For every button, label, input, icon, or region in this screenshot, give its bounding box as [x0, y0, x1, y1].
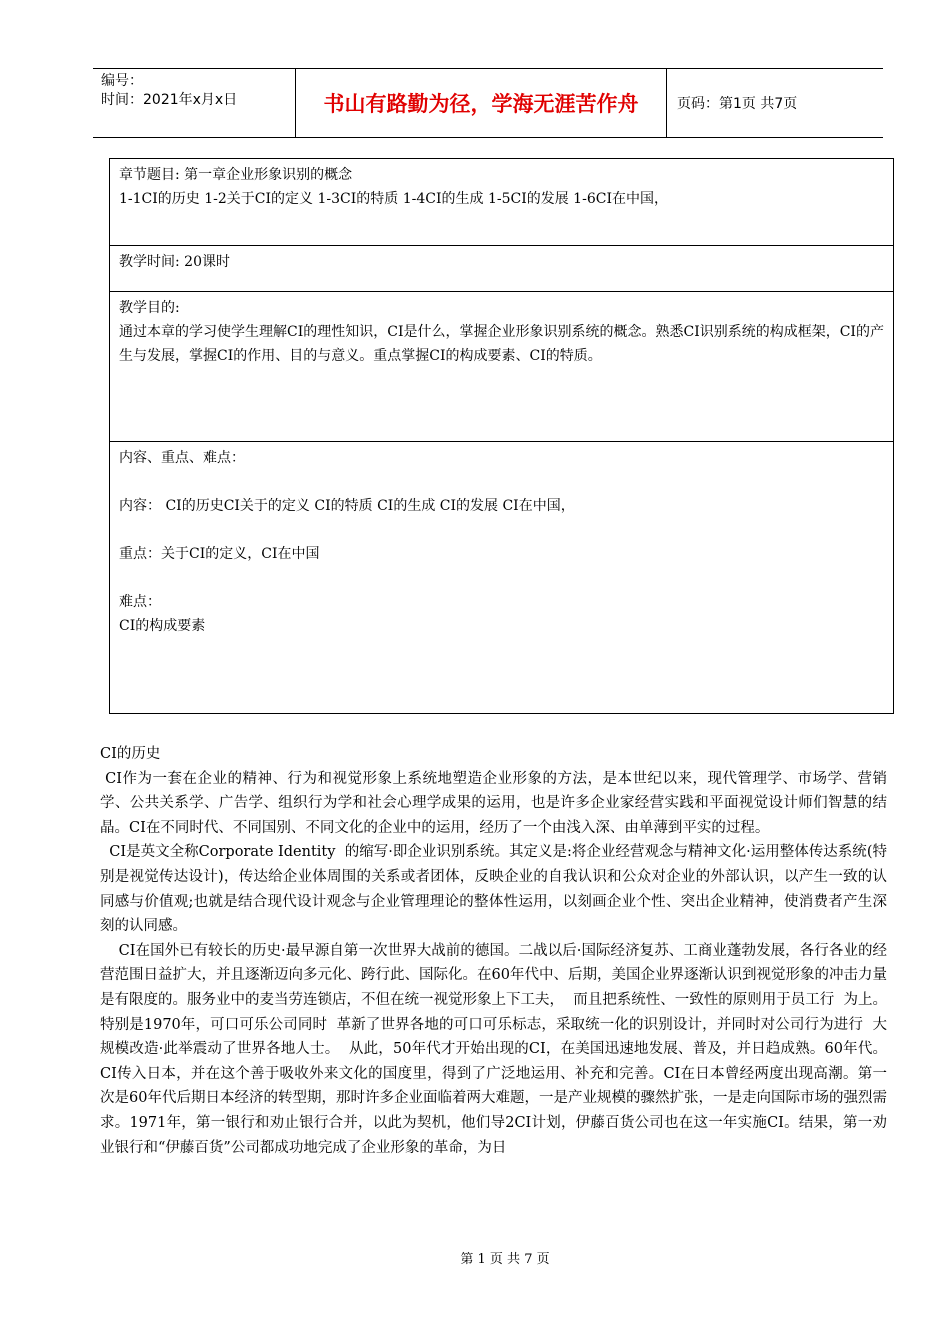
header-meta [93, 69, 295, 137]
difficulty-label: 难点： [119, 594, 161, 610]
page-footer: 第 1 页 共 7 页 [460, 1252, 550, 1267]
content-text: 内容： CI的历史CI关于的定义 CI的特质 CI的生成 CI的发展 CI在中国， [119, 498, 575, 514]
document-time: 时间：2021年x月x日 [101, 92, 238, 108]
page-header [93, 68, 883, 138]
objective-text: 通过本章的学习使学生理解CI的理性知识，CI是什么，掌握企业形象识别系统的概念。熟悉CI识别系统的构成框架，CI的产生与发展，掌握CI的作用、目的与意义。重点掌握CI的构成要素、CI的特质。 [119, 324, 884, 364]
content-label: 内容、重点、难点： [119, 450, 245, 466]
chapter-sections: 1-1CI的历史 1-2关于CI的定义 1-3CI的特质 1-4CI的生成 1-5CI的发展 1-6CI在中国， [119, 191, 668, 207]
chapter-row [110, 159, 893, 245]
document-number-label: 编号： [101, 73, 143, 89]
main-body [100, 742, 897, 1160]
paragraph: CI作为一套在企业的精神、行为和视觉形象上系统地塑造企业形象的方法，是本世纪以来，现代管理学、市场学、营销学、公共关系学、广告学、组织行为学和社会心理学成果的运用，也是许多企业家经营实践和平面视觉设计师们智慧的结晶。CI在不同时代、不同国别、不同文化的企业中的运用，经历了一个由浅入深、由单薄到平实的过程。 [100, 770, 888, 836]
difficulty-text: CI的构成要素 [119, 618, 206, 634]
teaching-time: 教学时间: 20课时 [119, 254, 230, 270]
header-page-info: 页码：第1页 共7页 [677, 96, 798, 112]
lesson-info-table [109, 158, 894, 714]
chapter-title: 章节题目: 第一章企业形象识别的概念 [119, 167, 353, 183]
content-row [110, 441, 893, 715]
paragraph: CI在国外已有较长的历史·最早源自第一次世界大战前的德国。二战以后·国际经济复苏、工商业蓬勃发展，各行各业的经营范围日益扩大，并且逐渐迈向多元化、跨行此、国际化。在60年代中、后期，美国企业界逐渐认识到视觉形象的冲击力量是有限度的。服务业中的麦当劳连锁店，不但在统一视觉形象上下工夫， 而且把系统性、一致性的原则用于员工行 为上。特别是1970年，可口可乐公司同时 革新了世界各地的可口可乐标志，采取统一化的识别设计，并同时对公司行为进行 大规模改造·此举震动了世界各地人士。 从此，50年代才开始出现的CI，在美国迅速地发展、普及，并日趋成熟。60年代。 CI传入日本，并在这个善于吸收外来文化的国度里，得到了广泛地运用、补充和完善。CI在日本曾经两度出现高潮。第一次是60年代后期日本经济的转型期，那时许多企业面临着两大难题，一是产业规模的骤然扩张，一是走向国际市场的强烈需求。1971年，第一银行和劝止银行合并，以此为契机，他们导2CI计划，伊藤百货公司也在这一年实施CI。结果，第一劝业银行和“伊藤百货”公司都成功地完成了企业形象的革命，为日 [100, 942, 897, 1156]
objective-label: 教学目的: [119, 300, 180, 316]
section-title: CI的历史 [100, 746, 161, 762]
paragraph: CI是英文全称Corporate Identity 的缩写·即企业识别系统。其定义是:将企业经营观念与精神文化·运用整体传达系统(特别是视觉传达设计)，传达给企业体周围的关系或者团体，反映企业的自我认识和公众对企业的外部认识，以产生一致的认同感与价值观;也就是结合现代设计观念与企业管理理论的整体性运用，以刻画企业个性、突出企业精神，使消费者产生深刻的认同感。 [100, 844, 887, 935]
objective-row [110, 291, 893, 441]
header-motto: 书山有路勤为径，学海无涯苦作舟 [295, 69, 667, 137]
teaching-time-row [110, 245, 893, 291]
key-points: 重点：关于CI的定义，CI在中国 [119, 546, 320, 562]
